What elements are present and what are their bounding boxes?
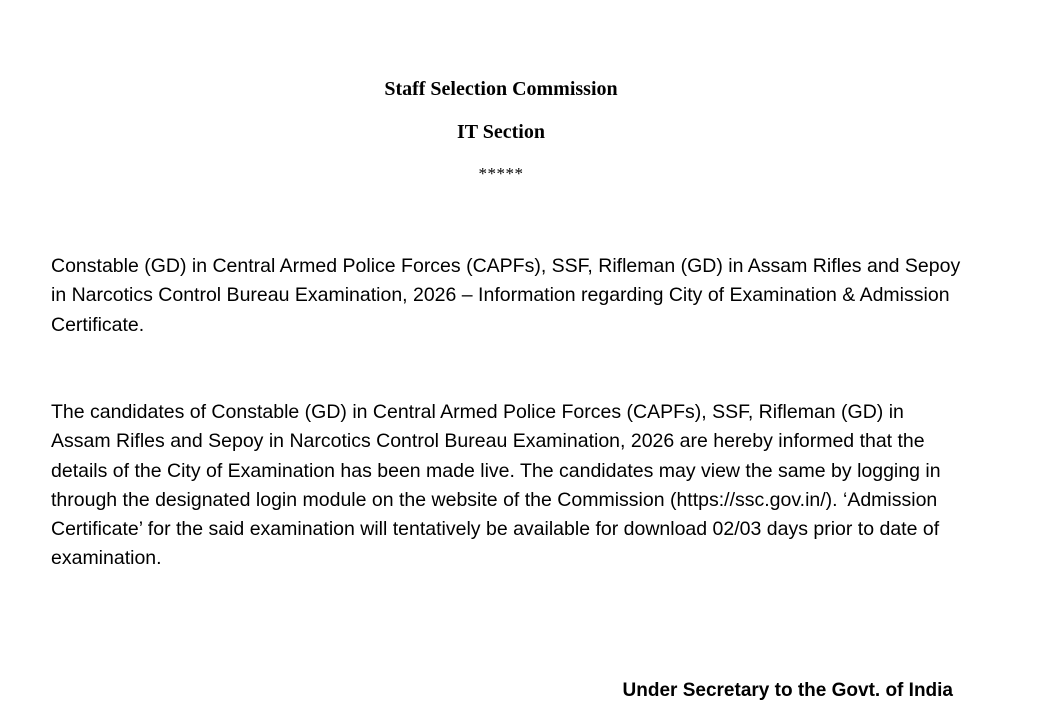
notice-body: The candidates of Constable (GD) in Central Armed Police Forces (CAPFs), SSF, Rifleman (GD) in Assam Rifles and Sepoy in Narcotics Control Bureau Examination, 2026 are hereby informed that the details of the City of Examination has been made live. The candidates may view the same by logging in through the designated login module on the website of the Commission (https://ssc.gov.in/). ‘Admission Certificate’ for the said examination will tentatively be available for download 02/03 days prior to date of examination. [51,401,941,570]
signatory: Under Secretary to the Govt. of India [622,680,953,701]
organization-title: Staff Selection Commission [384,78,618,100]
separator: ***** [478,164,524,183]
notice-subject: Constable (GD) in Central Armed Police Forces (CAPFs), SSF, Rifleman (GD) in Assam Rifles and Sepoy in Narcotics Control Bureau Examination, 2026 – Information regarding City of Examination & Admission Certificate. [51,255,961,336]
section-title: IT Section [457,121,545,143]
